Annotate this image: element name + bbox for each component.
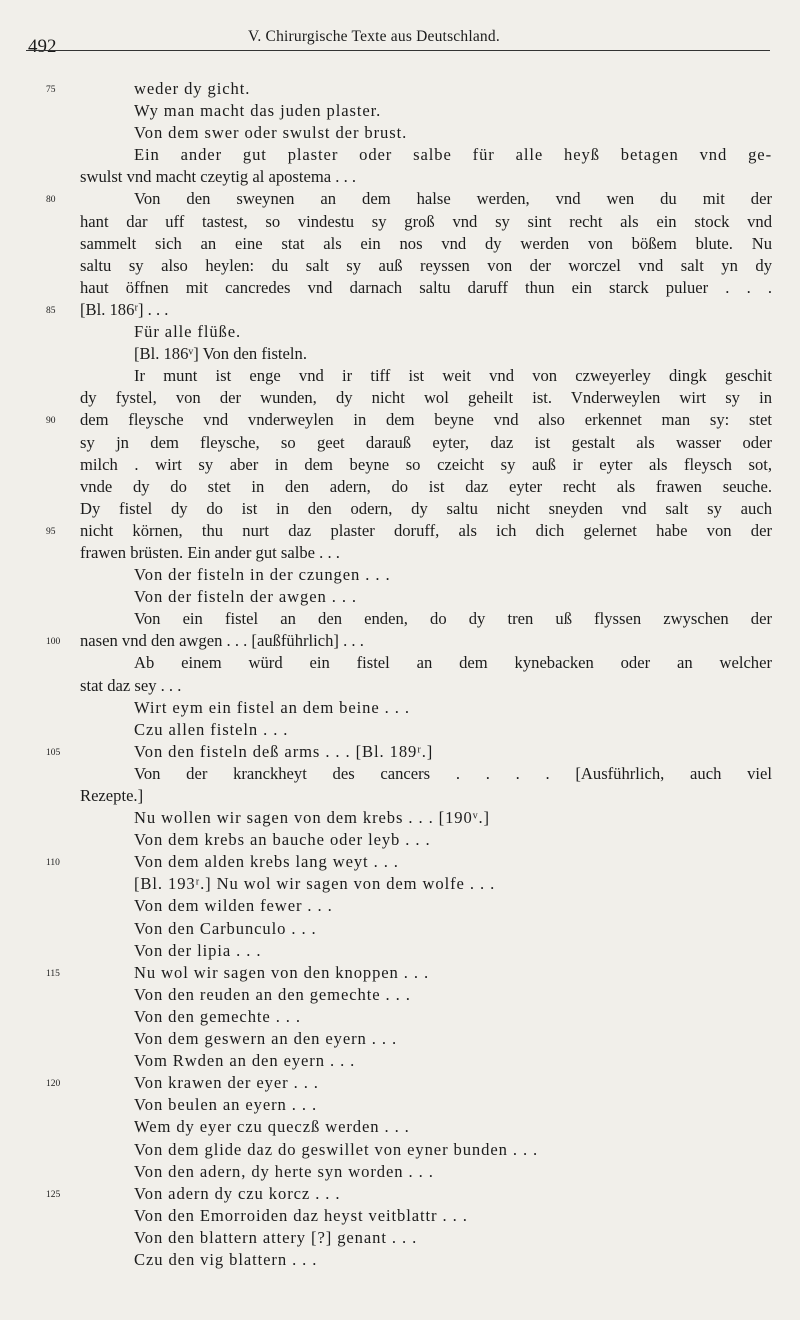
text-line bbox=[0, 277, 800, 299]
text-line bbox=[0, 1139, 800, 1161]
line-text: Von beulen an eyern . . . bbox=[134, 1095, 318, 1115]
text-line bbox=[0, 785, 800, 807]
text-line bbox=[0, 829, 800, 851]
line-number: 110 bbox=[46, 858, 60, 869]
line-text: Von den fisteln deß arms . . . [Bl. 189ʳ.] bbox=[134, 741, 434, 761]
line-text: dy fystel, von der wunden, dy nicht wol geheilt ist. Vnderweylen wirt sy in bbox=[80, 388, 772, 408]
text-line bbox=[0, 652, 800, 674]
text-line bbox=[0, 211, 800, 233]
text-line bbox=[0, 741, 800, 763]
line-text: Von dem krebs an bauche oder leyb . . . bbox=[134, 830, 431, 850]
line-text: Von dem wilden fewer . . . bbox=[134, 896, 333, 916]
text-line bbox=[0, 233, 800, 255]
text-line bbox=[0, 675, 800, 697]
line-number: 125 bbox=[46, 1189, 61, 1200]
line-text: sy jn dem fleysche, so geet darauß eyter, daz ist gestalt als wasser oder bbox=[80, 432, 772, 452]
text-line bbox=[0, 1050, 800, 1072]
text-line bbox=[0, 255, 800, 277]
text-line bbox=[0, 1094, 800, 1116]
line-text: Von ein fistel an den enden, do dy tren uß flyssen zwyschen der bbox=[134, 609, 772, 629]
text-line bbox=[0, 321, 800, 343]
text-line bbox=[0, 122, 800, 144]
text-line bbox=[0, 387, 800, 409]
text-line bbox=[0, 299, 800, 321]
line-text: Dy fistel dy do ist in den odern, dy saltu nicht sneyden vnd salt sy auch bbox=[80, 498, 772, 518]
line-text: Von der kranckheyt des cancers . . . . [Ausführlich, auch viel bbox=[134, 763, 772, 783]
line-text: Wirt eym ein fistel an dem beine . . . bbox=[134, 697, 410, 717]
text-line bbox=[0, 1116, 800, 1138]
text-line bbox=[0, 564, 800, 586]
line-text: vnde dy do stet in den adern, do ist daz eyter recht als frawen seuche. bbox=[80, 476, 772, 496]
text-line bbox=[0, 807, 800, 829]
line-text: stat daz sey . . . bbox=[80, 675, 182, 695]
text-line bbox=[0, 1205, 800, 1227]
line-text: nasen vnd den awgen . . . [außführlich] . . . bbox=[80, 631, 364, 651]
line-text: Von den reuden an den gemechte . . . bbox=[134, 984, 411, 1004]
text-line bbox=[0, 918, 800, 940]
line-text: Rezepte.] bbox=[80, 786, 144, 805]
text-line bbox=[0, 166, 800, 188]
line-text: Czu allen fisteln . . . bbox=[134, 719, 289, 739]
text-line bbox=[0, 100, 800, 122]
text-line bbox=[0, 78, 800, 100]
line-text: Von den sweynen an dem halse werden, vnd wen du mit der bbox=[134, 189, 772, 209]
line-text: hant dar uff tastest, so vindestu sy groß vnd sy sint recht als ein stock vnd bbox=[80, 211, 772, 231]
text-line bbox=[0, 343, 800, 365]
running-head: V. Chirurgische Texte aus Deutschland. bbox=[248, 28, 500, 45]
text-line bbox=[0, 719, 800, 741]
line-text: [Bl. 186ʳ] . . . bbox=[80, 299, 169, 319]
line-text: Von den adern, dy herte syn worden . . . bbox=[134, 1161, 434, 1181]
text-line bbox=[0, 586, 800, 608]
line-number: 115 bbox=[46, 968, 60, 979]
text-line bbox=[0, 542, 800, 564]
line-number: 100 bbox=[46, 637, 61, 648]
line-text: Ab einem würd ein fistel an dem kynebacken oder an welcher bbox=[134, 653, 772, 673]
line-text: saltu sy also heylen: du salt sy auß reyssen von der worczel vnd salt yn dy bbox=[80, 255, 772, 275]
text-line bbox=[0, 851, 800, 873]
line-text: Nu wollen wir sagen von dem krebs . . . [190ᵛ.] bbox=[134, 808, 490, 828]
line-text: swulst vnd macht czeytig al apostema . . . bbox=[80, 167, 357, 187]
text-line bbox=[0, 409, 800, 431]
text-line bbox=[0, 984, 800, 1006]
line-text: Vom Rwden an den eyern . . . bbox=[134, 1051, 356, 1071]
text-line bbox=[0, 895, 800, 917]
line-text: Von den gemechte . . . bbox=[134, 1006, 301, 1026]
text-line bbox=[0, 873, 800, 895]
line-text: weder dy gicht. bbox=[134, 79, 251, 98]
line-number: 85 bbox=[46, 305, 56, 316]
line-text: nicht körnen, thu nurt daz plaster doruff, als ich dich gelernet habe von der bbox=[80, 520, 772, 540]
line-text: Von den Carbunculo . . . bbox=[134, 918, 317, 938]
line-text: Von dem swer oder swulst der brust. bbox=[134, 123, 408, 143]
line-number: 95 bbox=[46, 526, 56, 537]
line-text: dem fleysche vnd vnderweylen in dem beyne vnd also erkennet man sy: stet bbox=[80, 410, 772, 430]
text-line bbox=[0, 1028, 800, 1050]
line-text: [Bl. 186ᵛ] Von den fisteln. bbox=[134, 344, 307, 364]
line-text: Von der lipia . . . bbox=[134, 940, 262, 960]
text-line bbox=[0, 1249, 800, 1271]
line-number: 75 bbox=[46, 85, 56, 95]
text-line bbox=[0, 1161, 800, 1183]
text-body bbox=[0, 78, 800, 1271]
line-text: Nu wol wir sagen von den knoppen . . . bbox=[134, 962, 430, 982]
line-number: 105 bbox=[46, 747, 61, 758]
line-text: Von der fisteln in der czungen . . . bbox=[134, 565, 391, 585]
text-line bbox=[0, 697, 800, 719]
text-line bbox=[0, 763, 800, 785]
line-text: haut öffnen mit cancredes vnd darnach saltu daruff thun ein starck puluer . . . bbox=[80, 277, 772, 297]
line-text: Für alle flüße. bbox=[134, 322, 242, 342]
page-number: 492 bbox=[28, 36, 57, 57]
text-line bbox=[0, 476, 800, 498]
line-text: Czu den vig blattern . . . bbox=[134, 1249, 318, 1269]
text-line bbox=[0, 1183, 800, 1205]
line-text: Von den Emorroiden daz heyst veitblattr . . . bbox=[134, 1205, 468, 1225]
line-number: 120 bbox=[46, 1079, 61, 1090]
text-line bbox=[0, 1072, 800, 1094]
line-number: 80 bbox=[46, 195, 56, 206]
line-text: Von dem alden krebs lang weyt . . . bbox=[134, 852, 399, 872]
line-text: milch . wirt sy aber in dem beyne so czeicht sy auß ir eyter als fleysch sot, bbox=[80, 454, 772, 474]
text-line bbox=[0, 1006, 800, 1028]
line-text: [Bl. 193ʳ.] Nu wol wir sagen von dem wolfe . . . bbox=[134, 874, 496, 894]
text-line bbox=[0, 608, 800, 630]
line-text: Von adern dy czu korcz . . . bbox=[134, 1183, 341, 1203]
line-text: Von dem glide daz do geswillet von eyner bunden . . . bbox=[134, 1139, 539, 1159]
line-text: Von krawen der eyer . . . bbox=[134, 1073, 319, 1093]
line-text: Von dem geswern an den eyern . . . bbox=[134, 1029, 398, 1049]
text-line bbox=[0, 1227, 800, 1249]
header-rule bbox=[26, 50, 770, 51]
line-text: Von der fisteln der awgen . . . bbox=[134, 587, 357, 607]
text-line bbox=[0, 498, 800, 520]
line-text: sammelt sich an eine stat als ein nos vnd dy werden von bößem blute. Nu bbox=[80, 233, 772, 253]
line-text: frawen brüsten. Ein ander gut salbe . . . bbox=[80, 542, 340, 562]
text-line bbox=[0, 144, 800, 166]
line-text: Von den blattern attery [?] genant . . . bbox=[134, 1227, 418, 1247]
line-text: Wem dy eyer czu queczß werden . . . bbox=[134, 1117, 410, 1137]
line-text: Ein ander gut plaster oder salbe für alle heyß betagen vnd ge- bbox=[134, 145, 772, 165]
line-text: Ir munt ist enge vnd ir tiff ist weit vnd von czweyerley dingk geschit bbox=[134, 366, 772, 386]
text-line bbox=[0, 432, 800, 454]
text-line bbox=[0, 188, 800, 210]
text-line bbox=[0, 365, 800, 387]
line-text: Wy man macht das juden plaster. bbox=[134, 101, 382, 121]
text-line bbox=[0, 630, 800, 652]
text-line bbox=[0, 962, 800, 984]
text-line bbox=[0, 454, 800, 476]
line-number: 90 bbox=[46, 416, 56, 427]
text-line bbox=[0, 940, 800, 962]
text-line bbox=[0, 520, 800, 542]
